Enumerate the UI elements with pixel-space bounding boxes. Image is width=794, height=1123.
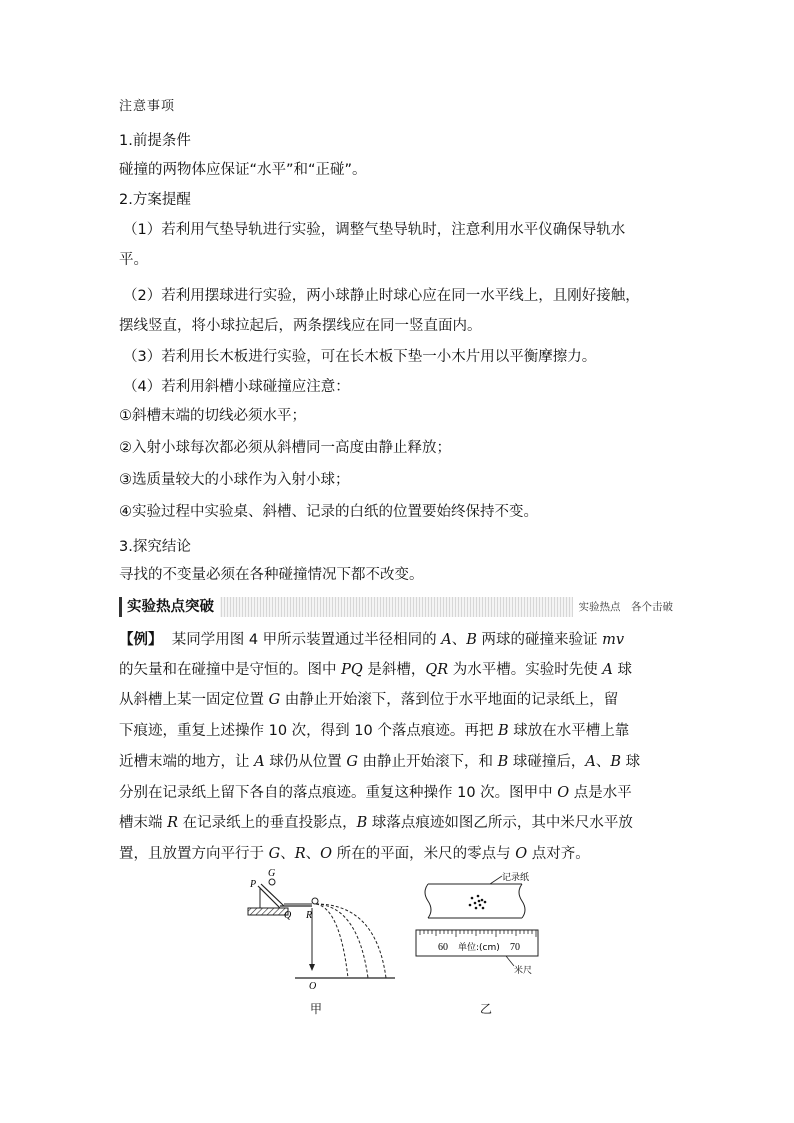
- text-run: 近槽末端的地方，让: [119, 754, 255, 770]
- incline-line: [261, 884, 284, 906]
- example-line-7: [119, 811, 679, 835]
- caution-3: ③选质量较大的小球作为入射小球；: [119, 472, 350, 488]
- example-line-4: [119, 719, 679, 743]
- notes-heading: 注意事项: [119, 99, 176, 114]
- table-block: [248, 908, 288, 915]
- var-G: G: [346, 754, 358, 770]
- text-run: 、: [280, 846, 295, 862]
- caution-1: ①斜槽末端的切线必须水平；: [119, 408, 306, 424]
- var-B: B: [466, 632, 477, 648]
- example-line-5: [119, 750, 679, 774]
- var-G: G: [268, 692, 281, 708]
- text-run: 、: [451, 632, 467, 648]
- var-A: A: [585, 754, 596, 770]
- var-R: R: [167, 815, 179, 831]
- text-run: 某同学用图 4 甲所示装置通过半径相同的: [171, 632, 442, 648]
- var-O: O: [320, 846, 333, 862]
- text-run: 为水平槽。实验时先使: [448, 662, 603, 678]
- text-run: 置，且放置方向平行于: [119, 846, 269, 862]
- var-A: A: [441, 632, 452, 648]
- text-run: 球仍从位置: [264, 754, 347, 770]
- text-run: 点是水平: [569, 785, 632, 801]
- text-run: 下痕迹，重复上述操作 10 次，得到 10 个落点痕迹。再把: [119, 723, 498, 739]
- section-3-title: 3.探究结论: [119, 539, 191, 555]
- var-PQ: PQ: [341, 662, 363, 678]
- label-record-paper: 记录纸: [502, 873, 530, 883]
- paper-torn-right: [519, 884, 525, 918]
- example-line-1: [119, 628, 679, 652]
- caption-jia: 甲: [310, 1002, 323, 1016]
- text-run: 分别在记录纸上留下各自的落点痕迹。重复这种操作 10 次。图甲中: [119, 785, 558, 801]
- text-run: 球碰撞后，: [508, 754, 586, 770]
- text-run: 的矢量和在碰撞中是守恒的。图中: [119, 662, 342, 678]
- var-B: B: [356, 815, 368, 831]
- var-A: A: [254, 754, 265, 770]
- label-P: P: [250, 879, 257, 890]
- example-line-8: [119, 842, 679, 866]
- var-QR: QR: [425, 662, 449, 678]
- landing-dots: [469, 895, 487, 910]
- figure-record-paper: [410, 872, 560, 984]
- paragraph-2-line-2: 摆线竖直，将小球拉起后，两条摆线应在同一竖直面内。: [119, 318, 482, 334]
- leader-paper: [490, 876, 502, 884]
- var-R: R: [294, 846, 306, 862]
- paragraph-2-line-1: （2）若利用摆球进行实验，两小球静止时球心应在同一水平线上，且刚好接触，: [123, 288, 640, 304]
- figure-apparatus: [240, 868, 400, 993]
- ball-A: [269, 879, 275, 885]
- trajectory-1: [316, 904, 348, 978]
- text-run: 从斜槽上某一固定位置: [119, 692, 269, 708]
- var-B: B: [610, 754, 622, 770]
- section-1-text: 碰撞的两物体应保证“水平”和“正碰”。: [119, 162, 367, 178]
- text-run: 所在的平面，米尺的零点与: [332, 846, 516, 862]
- ruler-unit-label: 单位:(cm): [458, 943, 500, 953]
- label-Q: Q: [284, 910, 292, 921]
- caution-4: ④实验过程中实验桌、斜槽、记录的白纸的位置要始终保持不变。: [119, 504, 538, 520]
- ruler-tick-60: 60: [438, 942, 448, 953]
- var-O: O: [515, 846, 528, 862]
- banner-title: 实验热点突破: [119, 597, 220, 617]
- text-run: 是斜槽，: [362, 662, 426, 678]
- text-run: 点对齐。: [527, 846, 590, 862]
- paragraph-3: （3）若利用长木板进行实验，可在长木板下垫一小木片用以平衡摩擦力。: [123, 349, 597, 365]
- trajectory-3: [316, 904, 386, 978]
- var-O: O: [557, 785, 570, 801]
- section-3-text: 寻找的不变量必须在各种碰撞情况下都不改变。: [119, 567, 424, 583]
- section-banner: [119, 597, 675, 617]
- paragraph-1-line-2: 平。: [119, 252, 148, 268]
- paper-torn-left: [425, 884, 431, 918]
- text-run: 、: [595, 754, 611, 770]
- example-line-3: [119, 688, 679, 712]
- label-ruler: 米尺: [514, 966, 533, 976]
- section-2-title: 2.方案提醒: [119, 192, 191, 208]
- text-run: 球落点痕迹如图乙所示，其中米尺水平放: [367, 815, 633, 831]
- text-run: 球: [621, 754, 641, 770]
- var-A: A: [602, 662, 613, 678]
- caution-2: ②入射小球每次都必须从斜槽同一高度由静止释放；: [119, 440, 451, 456]
- paragraph-1-line-1: （1）若利用气垫导轨进行实验，调整气垫导轨时，注意利用水平仪确保导轨水: [123, 222, 626, 238]
- text-run: 由静止开始滚下，落到位于水平地面的记录纸上，留: [280, 692, 619, 708]
- label-G: G: [268, 868, 276, 879]
- example-line-2: [119, 658, 679, 682]
- incline-line: [258, 886, 280, 908]
- ruler-tick-70: 70: [510, 942, 520, 953]
- section-1-title: 1.前提条件: [119, 133, 191, 149]
- var-B: B: [497, 754, 509, 770]
- label-O: O: [309, 981, 317, 992]
- text-run: 由静止开始滚下，和: [357, 754, 498, 770]
- leader-ruler: [506, 956, 514, 966]
- caption-yi: 乙: [480, 1002, 493, 1016]
- text-run: 、: [305, 846, 321, 862]
- paragraph-4: （4）若利用斜槽小球碰撞应注意：: [123, 379, 350, 395]
- text-run: 球放在水平槽上靠: [508, 723, 630, 739]
- ball-B: [312, 898, 318, 904]
- example-line-6: [119, 781, 679, 805]
- example-tag: 【例】: [119, 632, 163, 648]
- banner-subtitle: 实验热点 各个击破: [573, 597, 676, 617]
- text-run: 球: [612, 662, 632, 678]
- text-run: 两球的碰撞来验证: [476, 632, 603, 648]
- text-run: 在记录纸上的垂直投影点，: [178, 815, 357, 831]
- label-R: R: [306, 910, 313, 921]
- var-mv: mv: [602, 632, 625, 648]
- text-run: 槽末端: [119, 815, 168, 831]
- var-G: G: [268, 846, 281, 862]
- var-B: B: [497, 723, 509, 739]
- plumb-bob: [309, 964, 315, 971]
